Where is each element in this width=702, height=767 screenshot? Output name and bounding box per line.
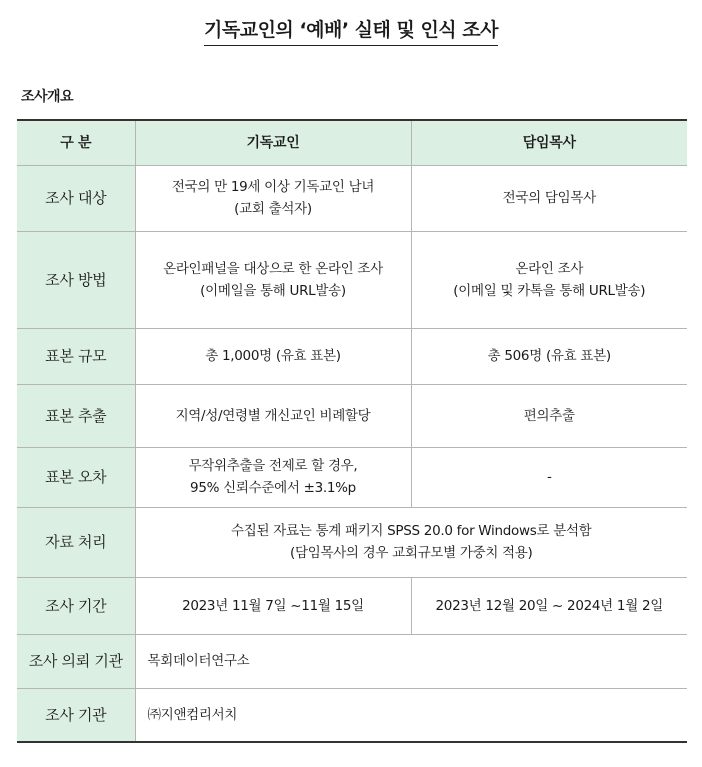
sample-size-pastors: 총 506명 (유효 표본): [411, 328, 687, 384]
header-christians: 기독교인: [135, 120, 411, 165]
target-pastors: 전국의 담임목사: [411, 165, 687, 231]
table-row: [17, 577, 687, 634]
client-merged: 목회데이터연구소: [135, 634, 687, 688]
survey-overview-table: [17, 119, 687, 743]
table-row: [17, 688, 687, 742]
table-row: [17, 507, 687, 577]
sampling-pastors: 편의추출: [411, 384, 687, 447]
row-label-sampling: 표본 추출: [17, 384, 135, 447]
table-row: [17, 328, 687, 384]
row-label-target: 조사 대상: [17, 165, 135, 231]
table-header-row: [17, 120, 687, 165]
sample-size-christians: 총 1,000명 (유효 표본): [135, 328, 411, 384]
sampling-christians: 지역/성/연령별 개신교인 비례할당: [135, 384, 411, 447]
row-label-sample-size: 표본 규모: [17, 328, 135, 384]
period-christians: 2023년 11월 7일 ~11월 15일: [135, 577, 411, 634]
header-pastors: 담임목사: [411, 120, 687, 165]
table-row: [17, 384, 687, 447]
row-label-error: 표본 오차: [17, 447, 135, 507]
row-label-client: 조사 의뢰 기관: [17, 634, 135, 688]
processing-merged: 수집된 자료는 통계 패키지 SPSS 20.0 for Windows로 분석함 (담임목사의 경우 교회규모별 가중치 적용): [135, 507, 687, 577]
table-row: [17, 447, 687, 507]
header-category: 구 분: [17, 120, 135, 165]
method-pastors: 온라인 조사 (이메일 및 카톡을 통해 URL발송): [411, 231, 687, 328]
table-row: [17, 165, 687, 231]
row-label-agency: 조사 기관: [17, 688, 135, 742]
section-title: 조사개요: [21, 89, 74, 105]
method-christians: 온라인패널을 대상으로 한 온라인 조사 (이메일을 통해 URL발송): [135, 231, 411, 328]
target-christians: 전국의 만 19세 이상 기독교인 남녀 (교회 출석자): [135, 165, 411, 231]
error-christians: 무작위추출을 전제로 할 경우, 95% 신뢰수준에서 ±3.1%p: [135, 447, 411, 507]
row-label-period: 조사 기간: [17, 577, 135, 634]
error-pastors: -: [411, 447, 687, 507]
row-label-method: 조사 방법: [17, 231, 135, 328]
table-row: [17, 231, 687, 328]
agency-merged: ㈜지앤컴리서치: [135, 688, 687, 742]
table-row: [17, 634, 687, 688]
period-pastors: 2023년 12월 20일 ~ 2024년 1월 2일: [411, 577, 687, 634]
row-label-processing: 자료 처리: [17, 507, 135, 577]
page-title: 기독교인의 ‘예배’ 실태 및 인식 조사: [0, 15, 702, 46]
